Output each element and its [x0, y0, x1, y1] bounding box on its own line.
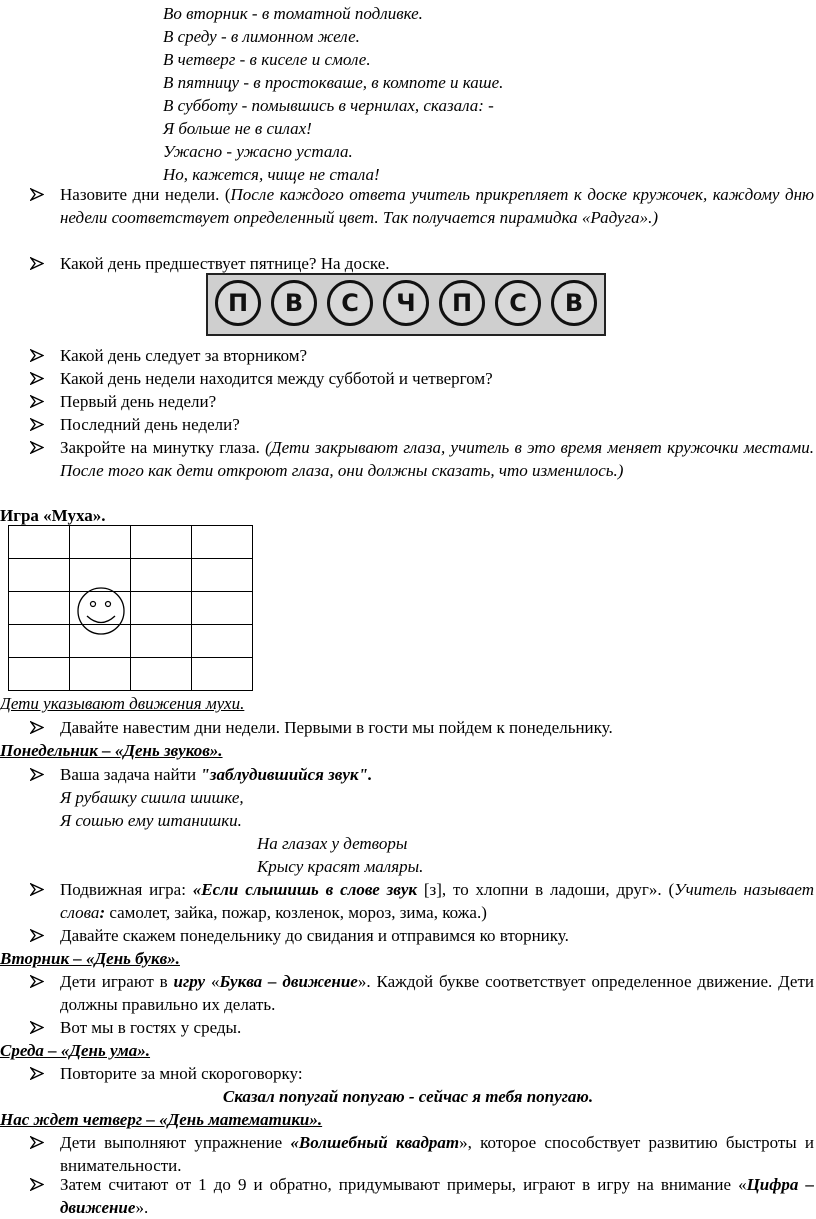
tuesday-game: Дети играют в игру «Буква – движение». Каждой букве соответствует определенное движение. Дети должны правильно их делать. [60, 972, 814, 1014]
question-name-days: Назовите дни недели. (После каждого ответа учитель прикрепляет к доске кружочек, каждому дню недели соответствует определенный цвет. Так получается пирамидка «Радуга».) [60, 185, 814, 227]
arrow-bullet-icon [30, 390, 46, 413]
question: Какой день следует за вторником? [60, 346, 308, 365]
poem-line: Во вторник - в томатной подливке. [163, 4, 423, 23]
verse-line: Я рубашку сшила шишке, [60, 788, 244, 807]
poem-line: В среду - в лимонном желе. [163, 27, 360, 46]
arrow-bullet-icon [30, 924, 46, 947]
task-lost-sound: Ваша задача найти "заблудившийся звук". [60, 765, 373, 784]
day-card: Ч [383, 280, 429, 326]
active-game: Подвижная игра: «Если слышишь в слове звук [з], то хлопни в ладоши, друг». (Учитель называет слова: самолет, зайка, пожар, козленок, мороз, зима, кожа.) [60, 880, 814, 922]
day-card: П [439, 280, 485, 326]
arrow-bullet-icon [30, 344, 46, 367]
counting: Затем считают от 1 до 9 и обратно, придумывают примеры, играют в игру на внимание «Цифра – движение». [60, 1175, 814, 1217]
day-card: П [215, 280, 261, 326]
poem-line: Ужасно - ужасно устала. [163, 142, 353, 161]
arrow-bullet-icon [30, 183, 46, 206]
repeat-twister: Повторите за мной скороговорку: [60, 1064, 303, 1083]
arrow-bullet-icon [30, 716, 46, 739]
arrow-bullet-icon [30, 970, 46, 993]
arrow-bullet-icon [30, 1016, 46, 1039]
question: Первый день недели? [60, 392, 217, 411]
arrow-bullet-icon [30, 1131, 46, 1154]
arrow-bullet-icon [30, 436, 46, 459]
verse-line: Крысу красят маляры. [257, 857, 424, 876]
verse-line: На глазах у детворы [257, 834, 408, 853]
tongue-twister: Сказал попугай попугаю - сейчас я тебя попугаю. [222, 1087, 594, 1106]
question-close-eyes: Закройте на минутку глаза. (Дети закрывают глаза, учитель в это время меняет кружочки местами. После того как дети откроют глаза, они должны сказать, что изменилось.) [60, 438, 814, 480]
fly-grid [8, 525, 253, 691]
tuesday-heading: Вторник – «День букв». [0, 949, 180, 968]
day-card: С [495, 280, 541, 326]
poem-line: В четверг - в киселе и смоле. [163, 50, 371, 69]
smiley-fly-icon [73, 586, 129, 636]
arrow-bullet-icon [30, 878, 46, 901]
question-before-friday: Какой день предшествует пятнице? На доске. [60, 254, 390, 273]
fly-caption: Дети указывают движения мухи. [0, 694, 245, 713]
question: Какой день недели находится между субботой и четвергом? [60, 369, 493, 388]
thursday-heading: Нас ждет четверг – «День математики». [0, 1110, 323, 1129]
poem-line: В субботу - помывшись в чернилах, сказала: - [163, 96, 494, 115]
visit-monday: Давайте навестим дни недели. Первыми в гости мы пойдем к понедельнику. [60, 718, 613, 737]
poem-line: Я больше не в силах! [163, 119, 312, 138]
arrow-bullet-icon [30, 413, 46, 436]
arrow-bullet-icon [30, 1062, 46, 1085]
arrow-bullet-icon [30, 252, 46, 275]
question: Последний день недели? [60, 415, 240, 434]
game-title: Игра «Муха». [0, 506, 106, 525]
visit-wednesday: Вот мы в гостях у среды. [60, 1018, 242, 1037]
day-letter-cards [206, 273, 606, 336]
arrow-bullet-icon [30, 763, 46, 786]
wednesday-heading: Среда – «День ума». [0, 1041, 151, 1060]
day-card: В [551, 280, 597, 326]
magic-square: Дети выполняют упражнение «Волшебный квадрат», которое способствует развитию быстроты и внимательности. [60, 1133, 815, 1175]
poem-line: В пятницу - в простокваше, в компоте и каше. [163, 73, 504, 92]
bye-monday: Давайте скажем понедельнику до свидания и отправимся ко вторнику. [60, 926, 569, 945]
poem-line: Но, кажется, чище не стала! [163, 165, 380, 184]
day-card: В [271, 280, 317, 326]
verse-line: Я сошью ему штанишки. [60, 811, 242, 830]
day-card: С [327, 280, 373, 326]
arrow-bullet-icon [30, 367, 46, 390]
monday-heading: Понедельник – «День звуков». [0, 741, 223, 760]
arrow-bullet-icon [30, 1173, 46, 1196]
